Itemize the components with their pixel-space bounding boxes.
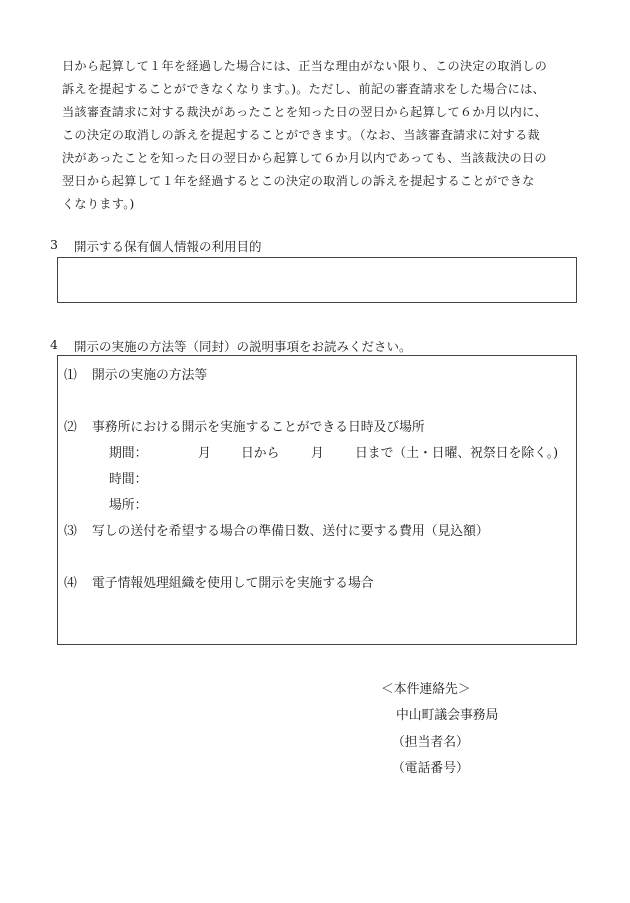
- contact-phone: （電話番号）: [392, 761, 469, 776]
- disclosure-method-box: [57, 355, 577, 645]
- period-label: 期間：: [109, 446, 148, 461]
- period-day-from: 日から: [241, 446, 280, 461]
- section4-title: 開示の実施の方法等（同封）の説明事項をお読みください。: [74, 339, 412, 354]
- item4-label: 電子情報処理組織を使用して開示を実施する場合: [92, 576, 374, 591]
- item1-label: 開示の実施の方法等: [92, 368, 208, 383]
- item3-number: ⑶: [64, 524, 77, 539]
- item1-number: ⑴: [64, 368, 77, 383]
- section3-title: 開示する保有個人情報の利用目的: [74, 239, 262, 254]
- place-label: 場所：: [109, 498, 148, 513]
- intro-line: 当該審査請求に対する裁決があったことを知った日の翌日から起算して６か月以内に、: [62, 105, 547, 119]
- period-month1: 月: [198, 446, 211, 461]
- contact-office: 中山町議会事務局: [396, 708, 499, 723]
- section3-number: 3: [50, 237, 58, 252]
- item4-number: ⑷: [64, 576, 77, 591]
- intro-line: 日から起算して１年を経過した場合には、正当な理由がない限り、この決定の取消しの: [62, 59, 548, 73]
- item2-number: ⑵: [64, 420, 77, 435]
- intro-line: 決があったことを知った日の翌日から起算して６か月以内であっても、当該裁決の日の: [62, 151, 547, 165]
- intro-line: この決定の取消しの訴えを提起することができます。（なお、当該審査請求に対する裁: [62, 128, 540, 142]
- intro-line: 訴えを提起することができなくなります。)。ただし、前記の審査請求をした場合には、: [62, 82, 545, 96]
- section4-number: 4: [50, 337, 58, 352]
- intro-line: 翌日から起算して１年を経過するとこの決定の取消しの訴えを提起することができな: [62, 174, 535, 188]
- period-day-to: 日まで（土・日曜、祝祭日を除く。): [355, 446, 559, 461]
- period-month2: 月: [311, 446, 324, 461]
- time-label: 時間：: [109, 472, 148, 487]
- item2-label: 事務所における開示を実施することができる日時及び場所: [92, 420, 425, 435]
- purpose-box: [57, 257, 577, 303]
- contact-person: （担当者名）: [392, 735, 469, 750]
- intro-line: くなります。): [62, 197, 135, 211]
- contact-heading: ＜本件連絡先＞: [381, 682, 471, 697]
- item3-label: 写しの送付を希望する場合の準備日数、送付に要する費用（見込額）: [92, 524, 489, 539]
